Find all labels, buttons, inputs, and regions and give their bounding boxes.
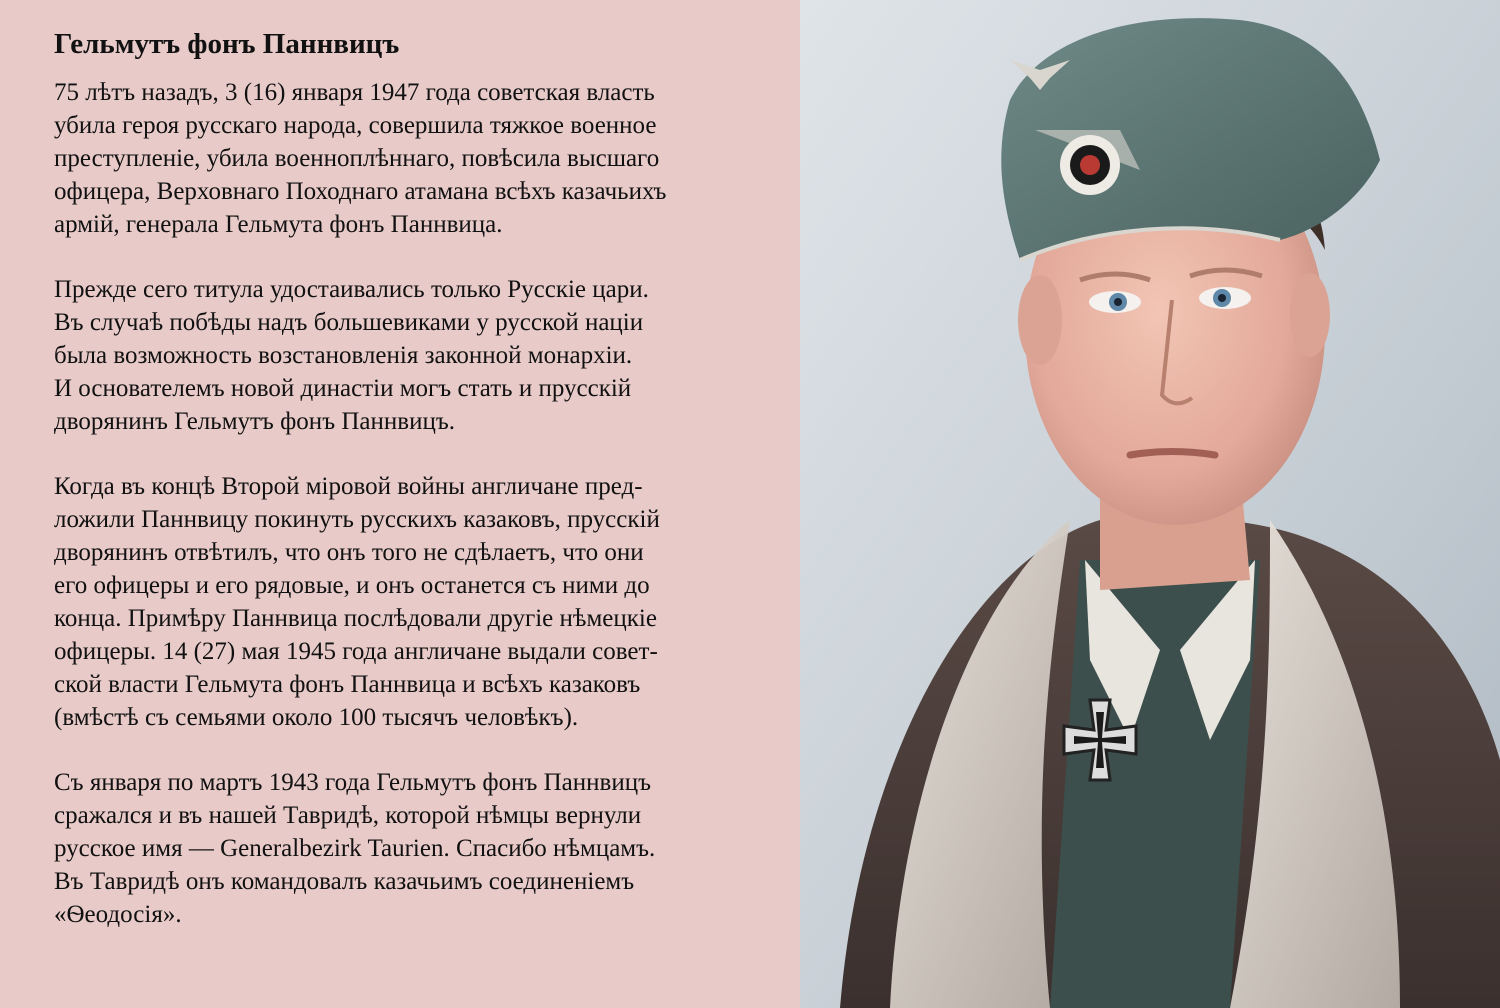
text-line: ской власти Гельмута фонъ Паннвица и всѣхъ казаковъ xyxy=(54,671,641,698)
text-line: Прежде сего титула удостаивались только Русскіе цари. xyxy=(54,276,649,303)
text-line: русское имя — Generalbezirk Taurien. Спасибо нѣмцамъ. xyxy=(54,835,656,862)
text-line: Съ января по мартъ 1943 года Гельмутъ фонъ Паннвицъ xyxy=(54,769,652,796)
article-title: Гельмутъ фонъ Паннвицъ xyxy=(54,28,400,60)
text-line: преступленіе, убила военноплѣннаго, повѣсила высшаго xyxy=(54,145,660,172)
text-line: Въ случаѣ побѣды надъ большевиками у русской націи xyxy=(54,309,644,336)
text-line: армій, генерала Гельмута фонъ Паннвица. xyxy=(54,211,503,238)
text-line: Въ Тавридѣ онъ командовалъ казачьимъ соединеніемъ xyxy=(54,868,635,895)
text-line: И основателемъ новой династіи могъ стать и прусскій xyxy=(54,375,632,402)
text-line: «Ѳеодосія». xyxy=(54,901,182,928)
text-line: сражался и въ нашей Тавридѣ, которой нѣмцы вернули xyxy=(54,802,642,829)
text-line: Когда въ концѣ Второй міровой войны англичане пред- xyxy=(54,473,643,500)
text-line: убила героя русскаго народа, совершила тяжкое военное xyxy=(54,112,657,139)
text-line: дворянинъ отвѣтилъ, что онъ того не сдѣлаетъ, что они xyxy=(54,539,644,566)
portrait-photo xyxy=(800,0,1500,1008)
text-line: (вмѣстѣ съ семьями около 100 тысячъ человѣкъ). xyxy=(54,704,579,731)
paragraph-2 xyxy=(54,273,800,438)
text-line: дворянинъ Гельмутъ фонъ Паннвицъ. xyxy=(54,408,456,435)
text-line: была возможность возстановленія законной монархіи. xyxy=(54,342,633,369)
text-line: офицера, Верховнаго Походнаго атамана всѣхъ казачьихъ xyxy=(54,178,667,205)
paragraph-3 xyxy=(54,470,800,734)
text-line: 75 лѣтъ назадъ, 3 (16) января 1947 года советская власть xyxy=(54,79,655,106)
text-line: его офицеры и его рядовые, и онъ останется съ ними до xyxy=(54,572,650,599)
portrait-illustration xyxy=(800,0,1500,1008)
text-line: конца. Примѣру Паннвица послѣдовали другіе нѣмецкіе xyxy=(54,605,657,632)
paragraph-4 xyxy=(54,766,800,931)
cockade-icon xyxy=(1060,135,1120,195)
text-line: офицеры. 14 (27) мая 1945 года англичане выдали совет- xyxy=(54,638,658,665)
paragraph-1 xyxy=(54,76,800,241)
text-line: ложили Паннвицу покинуть русскихъ казаковъ, прусскій xyxy=(54,506,660,533)
